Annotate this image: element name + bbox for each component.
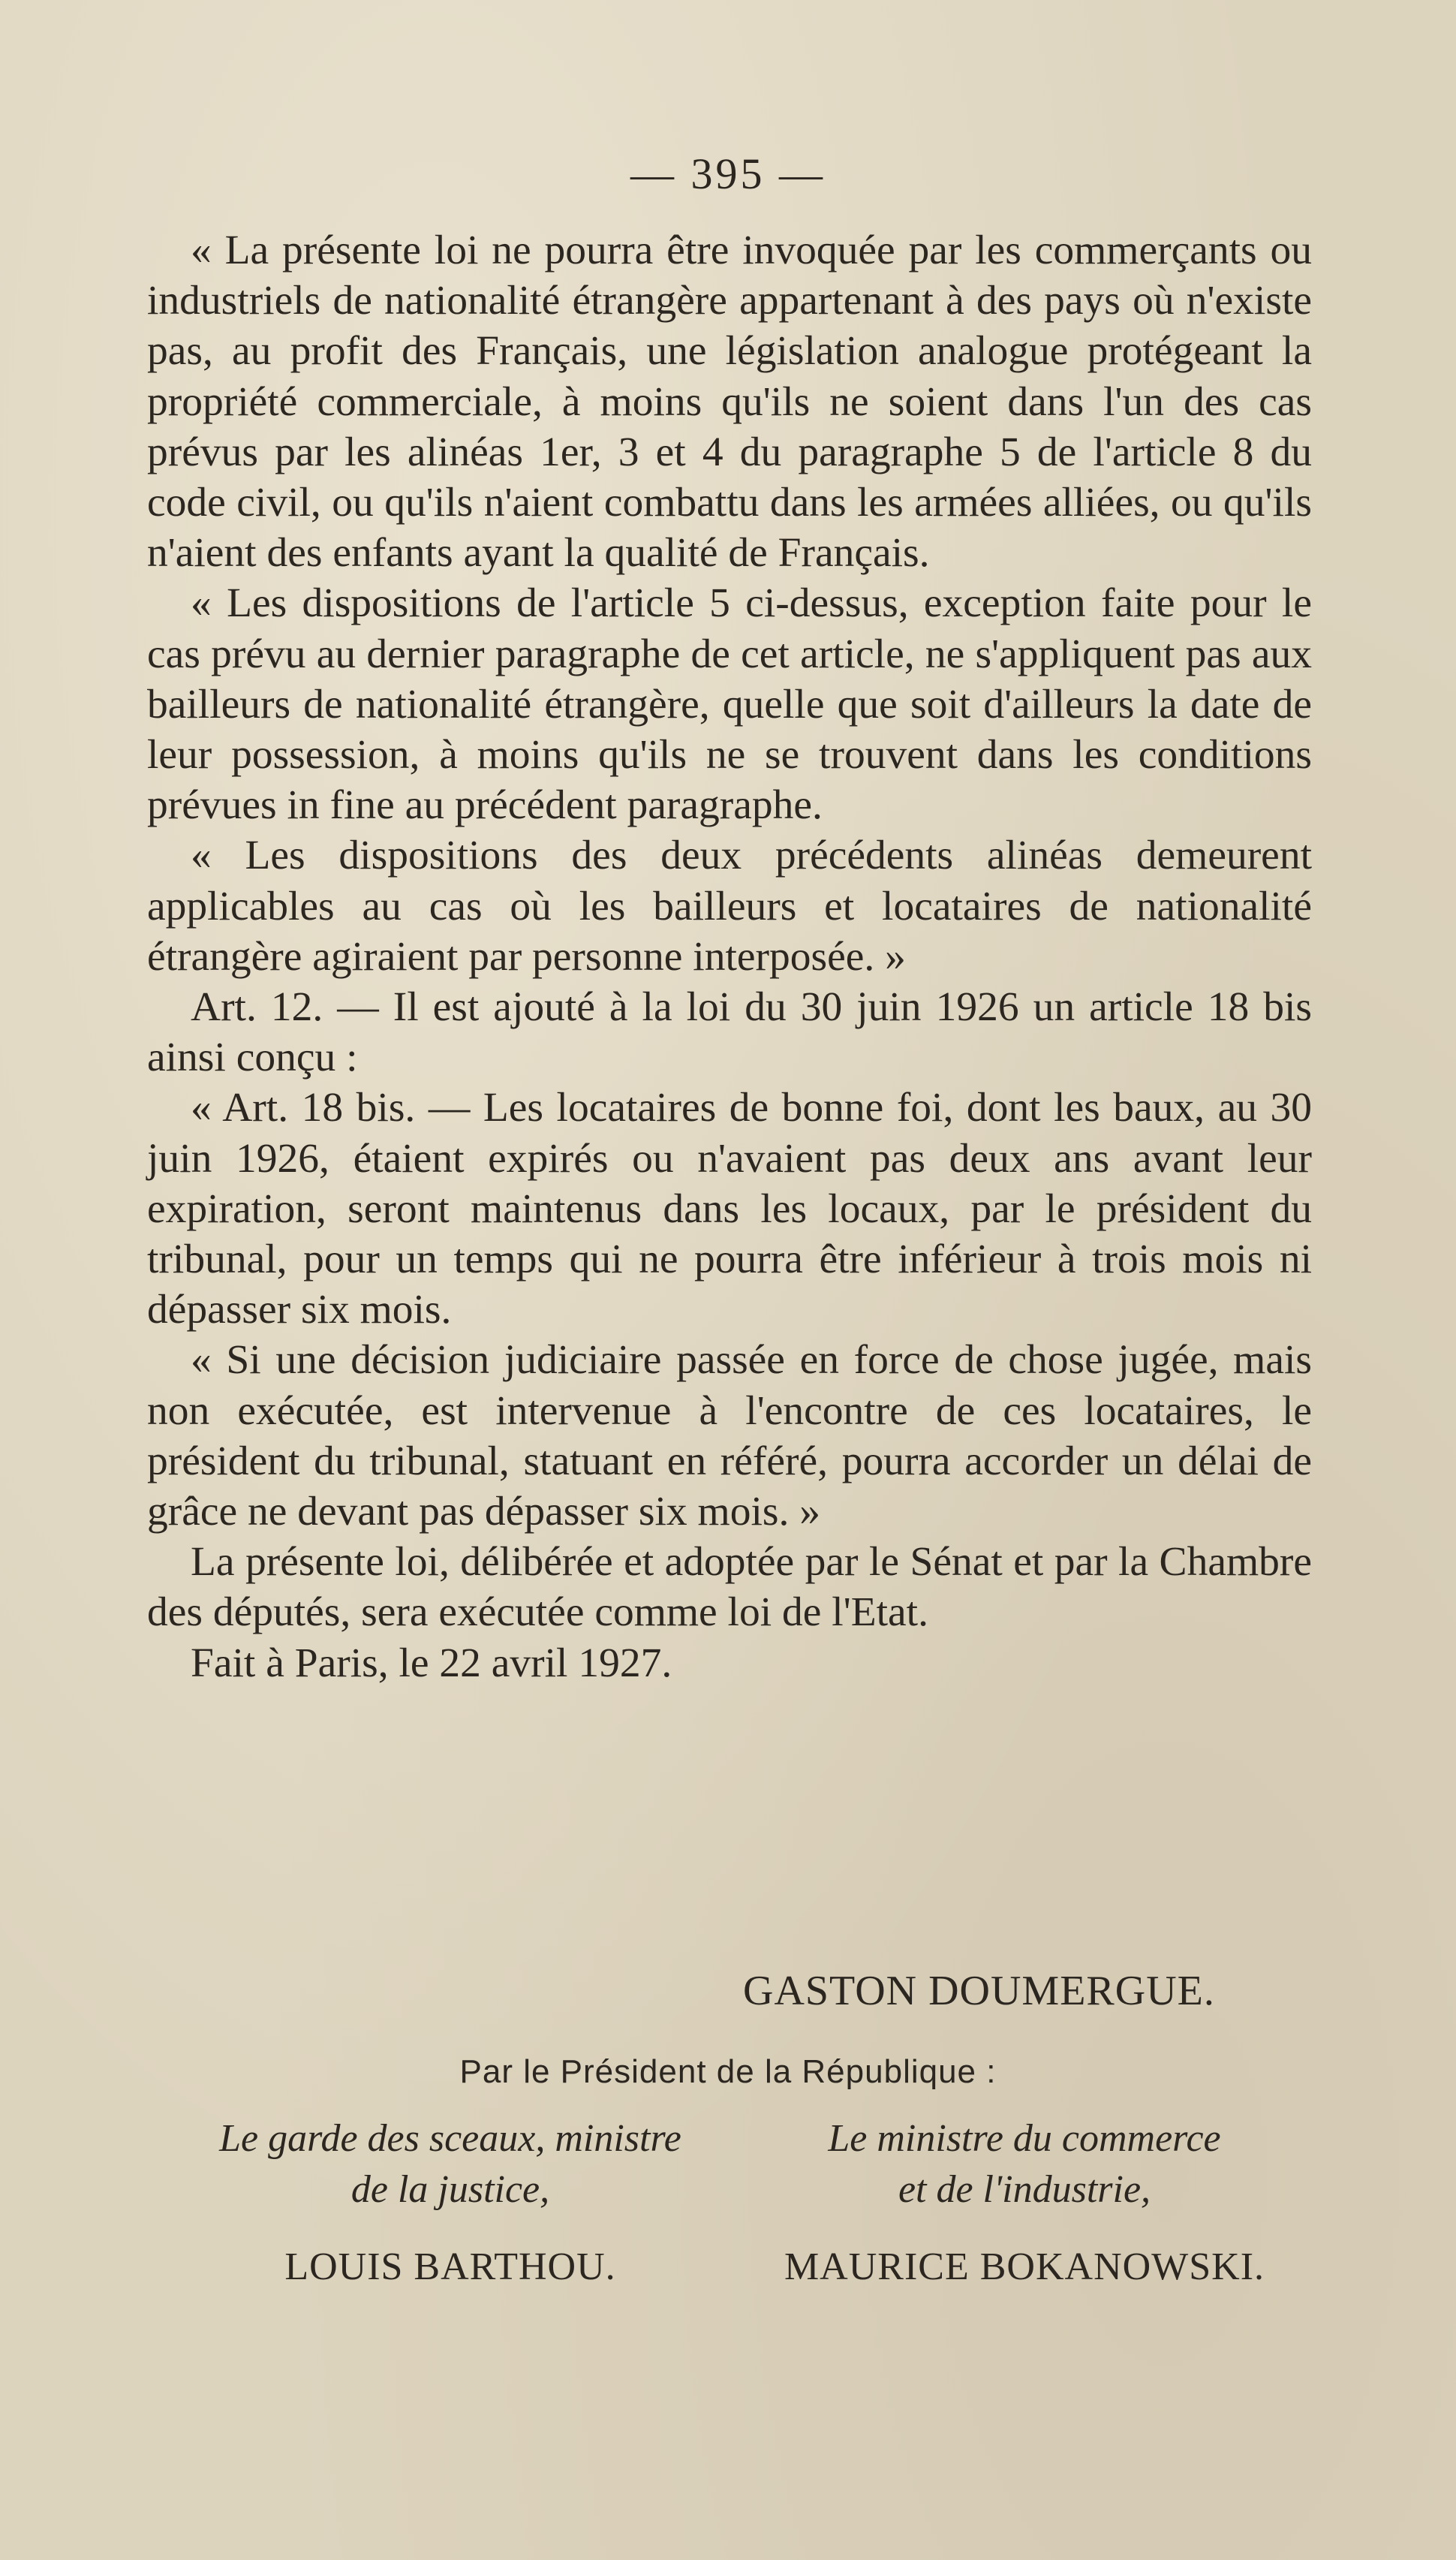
paragraph-foreign-lessors: « Les dispositions de l'article 5 ci-dessus, exception faite pour le cas prévu au dernier paragraphe de cet article, ne s'appliquent pas aux bailleurs de nationalité étrangère, quelle que soit d'ailleurs la date de leur possession, à moins qu'ils ne se trouvent dans les conditions prévues in fine au précédent paragraphe. [147, 580, 1312, 829]
paragraph-interposed-person: « Les dispositions des deux précédents alinéas demeurent applicables au cas où les bailleurs et locataires de nationalité étrangère agiraient par personne interposée. » [147, 833, 1312, 980]
paragraph-foreign-traders: « La présente loi ne pourra être invoquée par les commerçants ou industriels de nationalité étrangère appartenant à des pays où n'existe pas, au profit des Français, une législation analogue protégeant la propriété commerciale, à moins qu'ils ne soient dans l'un des cas prévus par les alinéas 1er, 3 et 4 du paragraphe 5 de l'article 8 du code civil, ou qu'ils n'aient combattu dans les armées alliées, ou qu'ils n'aient des enfants ayant la qualité de Français. [147, 227, 1312, 577]
commerce-minister-signature: MAURICE BOKANOWSKI. [784, 2245, 1265, 2288]
commerce-minister-title-line1: Le ministre du commerce [828, 2117, 1221, 2160]
justice-minister-title-line1: Le garde des sceaux, ministre [219, 2117, 681, 2160]
commerce-minister-title-line2: et de l'industrie, [898, 2168, 1151, 2211]
commerce-minister-title [754, 2113, 1295, 2215]
by-the-president-line: Par le Président de la République : [459, 2053, 997, 2090]
page-number: — 395 — [630, 149, 826, 198]
paragraph-judicial-decision: « Si une décision judiciaire passée en force de chose jugée, mais non exécutée, est intervenue à l'encontre de ces locataires, le président du tribunal, statuant en référé, pourra accorder un délai de grâce ne devant pas dépasser six mois. » [147, 1337, 1312, 1535]
president-signature: GASTON DOUMERGUE. [743, 1968, 1215, 2014]
paragraph-article-12: Art. 12. — Il est ajouté à la loi du 30 juin 1926 un article 18 bis ainsi conçu : [147, 984, 1312, 1081]
justice-minister-signature: LOUIS BARTHOU. [284, 2245, 616, 2288]
justice-minister-title [150, 2113, 751, 2215]
justice-minister-title-line2: de la justice, [350, 2168, 550, 2211]
law-text [147, 225, 1312, 1688]
paragraph-enactment: La présente loi, délibérée et adoptée par le Sénat et par la Chambre des députés, sera exécutée comme loi de l'Etat. [147, 1539, 1312, 1636]
paragraph-article-18-bis: « Art. 18 bis. — Les locataires de bonne foi, dont les baux, au 30 juin 1926, étaient expirés ou n'avaient pas deux ans avant leur expiration, seront maintenus dans les locaux, par le président du tribunal, pour un temps qui ne pourra être inférieur à trois mois ni dépasser six mois. [147, 1085, 1312, 1333]
paragraph-date-place: Fait à Paris, le 22 avril 1927. [191, 1640, 672, 1686]
